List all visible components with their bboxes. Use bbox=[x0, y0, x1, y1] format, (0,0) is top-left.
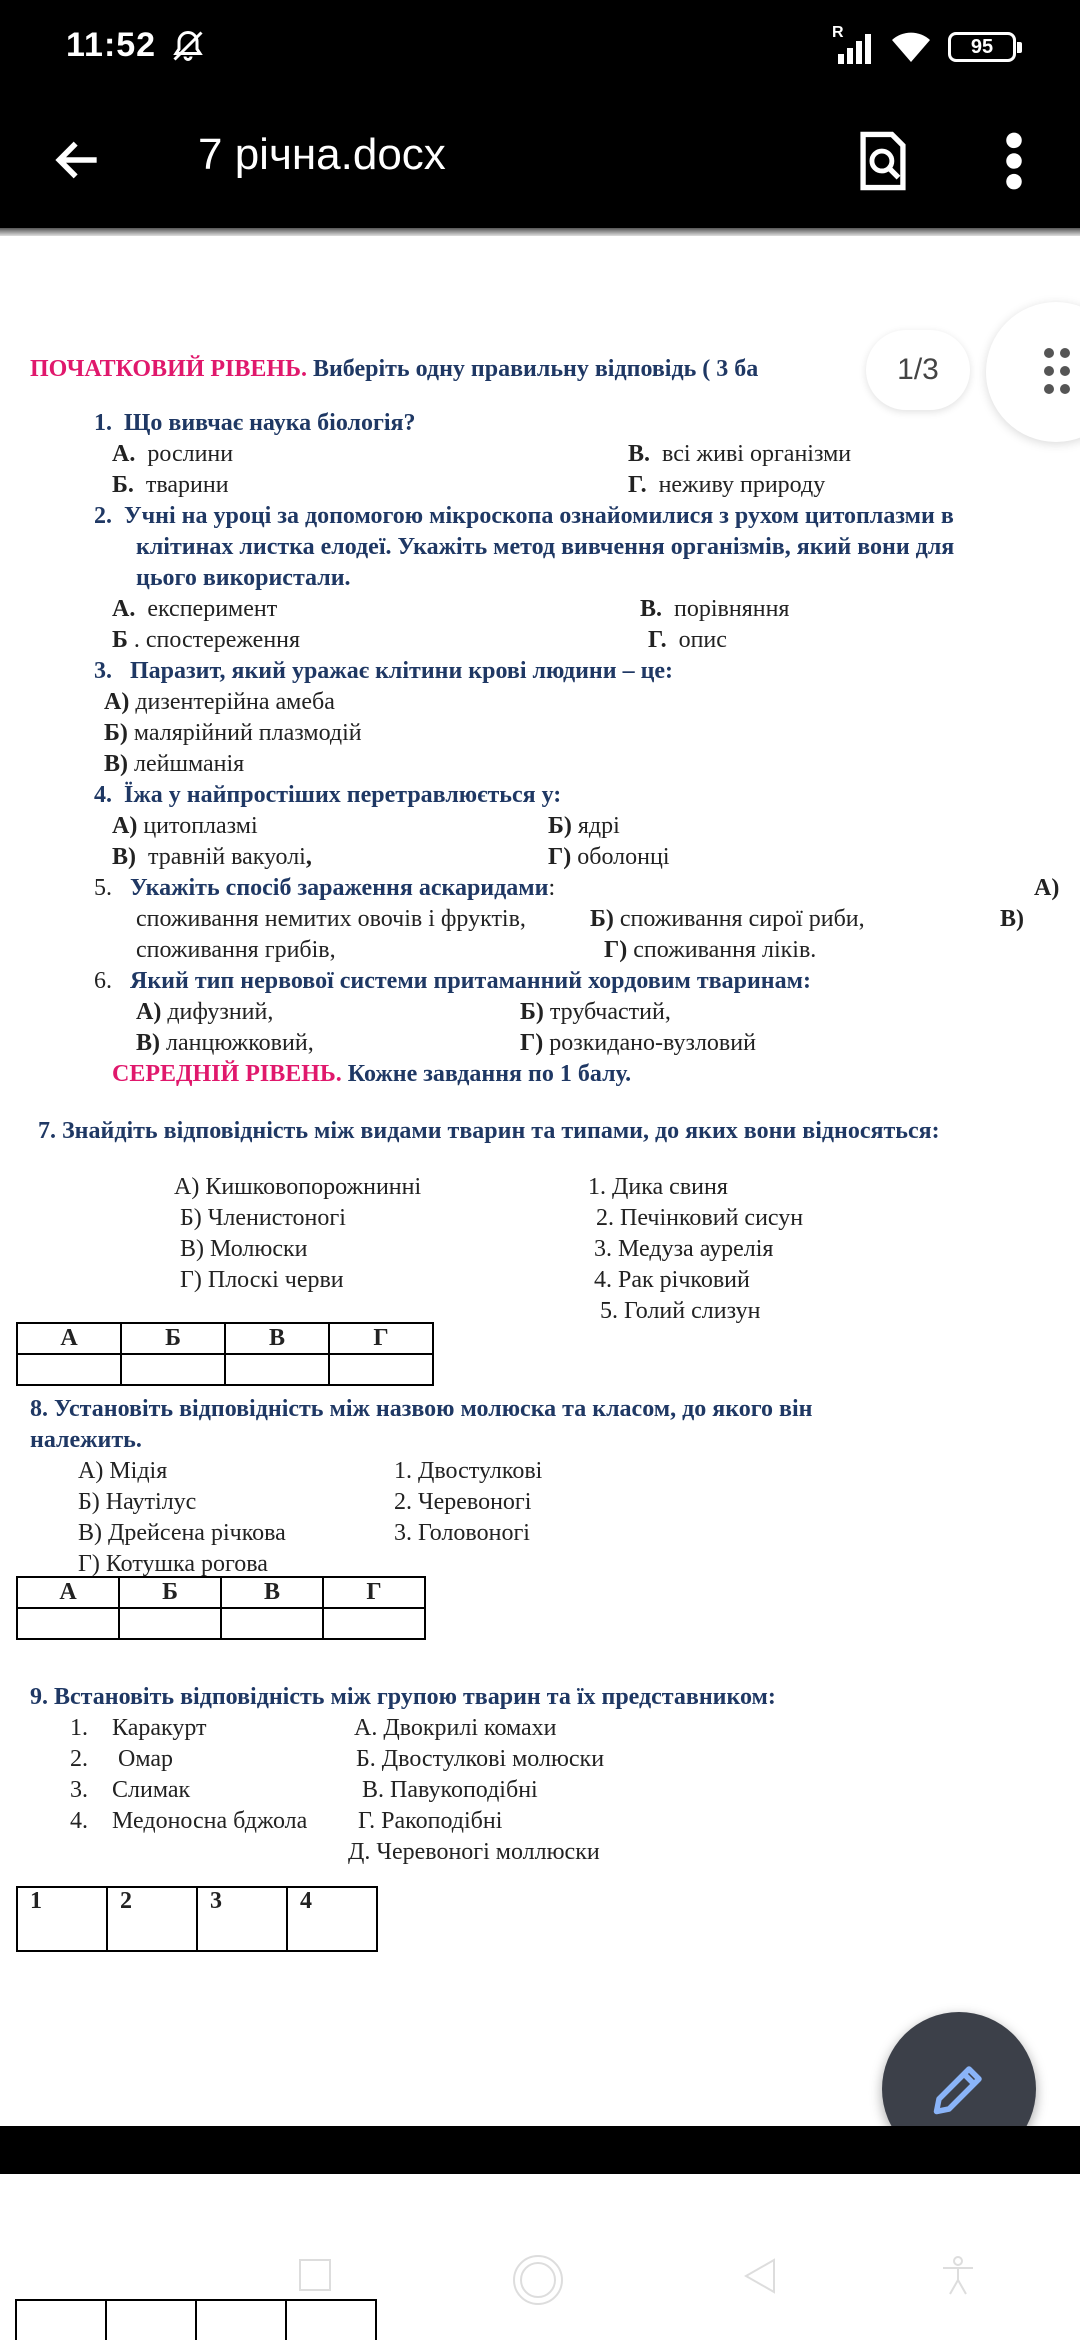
table-header: В bbox=[225, 1323, 329, 1354]
comma: , bbox=[305, 844, 312, 870]
answer-b bbox=[520, 997, 671, 1027]
option-letter: В) bbox=[136, 1030, 160, 1056]
pencil-icon bbox=[929, 2059, 989, 2119]
option-text: . спостереження bbox=[133, 627, 301, 653]
option-letter: Г) bbox=[604, 937, 628, 963]
mid-level-line bbox=[112, 1059, 631, 1089]
option-text: дизентерійна амеба bbox=[135, 689, 335, 715]
intro-line bbox=[30, 354, 758, 384]
q7-left-1: А) Кишковопорожнинні bbox=[174, 1174, 422, 1200]
answer-b bbox=[104, 718, 362, 748]
table-header: 4 bbox=[287, 1887, 377, 1951]
roaming-label: R bbox=[832, 24, 844, 41]
colon: : bbox=[548, 875, 556, 901]
document-page bbox=[0, 236, 1080, 2126]
battery-icon: 95 bbox=[948, 32, 1016, 62]
table-header: 3 bbox=[197, 1887, 287, 1951]
q7-right-2: 2. Печінковий сисун bbox=[596, 1205, 804, 1231]
question-text: Паразит, який уражає клітини крові людини – це: bbox=[130, 658, 674, 684]
answer-a: споживання немитих овочів і фруктів, bbox=[136, 906, 526, 932]
option-letter: В) bbox=[112, 844, 136, 870]
item-text: Слимак bbox=[112, 1777, 191, 1803]
question-text: Що вивчає наука біологія? bbox=[124, 410, 416, 436]
q8-left-3: В) Дрейсена річкова bbox=[78, 1520, 286, 1546]
question-number: 6. bbox=[94, 968, 112, 994]
question-1 bbox=[94, 408, 416, 438]
item-number: 4. bbox=[70, 1808, 88, 1834]
option-text: цитоплазмі bbox=[143, 813, 258, 839]
table-header: В bbox=[221, 1577, 323, 1608]
question-4 bbox=[94, 780, 561, 810]
option-text: лейшманія bbox=[134, 751, 245, 777]
answer-cell[interactable] bbox=[221, 1608, 323, 1639]
option-letter: Г) bbox=[548, 844, 572, 870]
q9-right-3: В. Павукоподібні bbox=[362, 1777, 538, 1803]
option-letter: Б) bbox=[520, 999, 544, 1025]
q8-right-1: 1. Двостулкові bbox=[394, 1458, 543, 1484]
answer-g bbox=[548, 842, 670, 872]
q7-answer-table bbox=[16, 1322, 434, 1386]
q9-right-2: Б. Двостулкові молюски bbox=[356, 1746, 605, 1772]
answer-v bbox=[136, 1028, 314, 1058]
question-text: Який тип нервової системи притаманний хордовим тваринам: bbox=[130, 968, 811, 994]
option-text: порівняння bbox=[674, 596, 790, 622]
answer-b bbox=[112, 625, 300, 655]
q8-right-2: 2. Черевоногі bbox=[394, 1489, 532, 1515]
q7-left-3: В) Молюски bbox=[180, 1236, 308, 1262]
answer-cell[interactable] bbox=[17, 1608, 119, 1639]
answer-b bbox=[112, 470, 229, 500]
question-6 bbox=[94, 966, 811, 996]
item-text: Каракурт bbox=[112, 1715, 207, 1741]
item-number: 3. bbox=[70, 1777, 88, 1803]
question-2 bbox=[94, 501, 954, 531]
question-5 bbox=[94, 873, 555, 903]
document-title: 7 річна.docx bbox=[198, 130, 446, 179]
question-number: 4. bbox=[94, 782, 112, 808]
more-vert-icon[interactable] bbox=[996, 130, 1032, 192]
question-2-line-2: клітинах листка елодеї. Укажіть метод вивчення організмів, який вони для bbox=[136, 534, 955, 560]
q7-right-1: 1. Дика свиня bbox=[588, 1174, 728, 1200]
q7-right-4: 4. Рак річковий bbox=[594, 1267, 750, 1293]
item-number: 2. bbox=[70, 1746, 88, 1772]
partial-table-outline bbox=[0, 2298, 380, 2340]
option-text: споживання ліків. bbox=[633, 937, 817, 963]
answer-v: споживання грибів, bbox=[136, 937, 336, 963]
q9-left-3 bbox=[70, 1775, 191, 1805]
option-text: дифузний, bbox=[167, 999, 274, 1025]
option-text: опис bbox=[678, 627, 727, 653]
option-letter: Г) bbox=[520, 1030, 544, 1056]
q7-left-4: Г) Плоскі черви bbox=[180, 1267, 344, 1293]
option-letter: Б. bbox=[112, 472, 134, 498]
question-7: 7. Знайдіть відповідність між видами тварин та типами, до яких вони відносяться: bbox=[38, 1118, 940, 1144]
q7-right-5: 5. Голий слизун bbox=[600, 1298, 761, 1324]
accessibility-icon[interactable] bbox=[940, 2256, 976, 2296]
recents-icon[interactable] bbox=[298, 2258, 332, 2292]
status-time: 11:52 bbox=[66, 26, 157, 64]
answer-a bbox=[112, 811, 258, 841]
answer-a bbox=[104, 687, 335, 717]
option-letter: Б) bbox=[590, 906, 614, 932]
option-letter: А. bbox=[112, 441, 136, 467]
option-text: трубчастий, bbox=[549, 999, 671, 1025]
answer-cell[interactable] bbox=[329, 1354, 433, 1385]
level-label: СЕРЕДНІЙ РІВЕНЬ. bbox=[112, 1061, 342, 1087]
question-number: 1. bbox=[94, 410, 112, 436]
question-2-line-3: цього використали. bbox=[136, 565, 351, 591]
option-letter: Г. bbox=[628, 472, 647, 498]
status-bar bbox=[0, 0, 1080, 100]
item-number: 1. bbox=[70, 1715, 88, 1741]
option-text: травній вакуолі bbox=[148, 844, 306, 870]
q9-answer-table bbox=[16, 1886, 378, 1952]
option-letter: В) bbox=[104, 751, 128, 777]
option-text: всі живі організми bbox=[662, 441, 852, 467]
instruction-text: Кожне завдання по 1 балу. bbox=[347, 1061, 632, 1087]
question-number: 3. bbox=[94, 658, 112, 684]
answer-v-letter: В) bbox=[1000, 906, 1024, 932]
answer-v bbox=[628, 439, 851, 469]
option-text: експеримент bbox=[147, 596, 278, 622]
option-letter: А) bbox=[104, 689, 130, 715]
option-text: неживу природу bbox=[658, 472, 826, 498]
instruction-text: Виберіть одну правильну відповідь ( 3 ба bbox=[312, 356, 759, 382]
table-header: Г bbox=[323, 1577, 425, 1608]
item-text: Омар bbox=[112, 1746, 174, 1772]
option-letter: В. bbox=[628, 441, 651, 467]
table-header: 1 bbox=[17, 1887, 107, 1951]
option-letter: Б) bbox=[548, 813, 572, 839]
q7-left-2: Б) Членистоногі bbox=[180, 1205, 346, 1231]
option-text: ланцюжковий, bbox=[166, 1030, 314, 1056]
option-text: рослини bbox=[147, 441, 234, 467]
signal-icon bbox=[836, 32, 876, 64]
drag-handle-icon bbox=[1042, 346, 1072, 396]
option-letter: А) bbox=[112, 813, 138, 839]
appbar-divider bbox=[0, 228, 1080, 236]
answer-cell[interactable] bbox=[121, 1354, 225, 1385]
item-text: Медоносна бджола bbox=[112, 1808, 308, 1834]
question-9: 9. Встановіть відповідність між групою тварин та їх представником: bbox=[30, 1684, 776, 1710]
home-icon[interactable] bbox=[512, 2254, 564, 2306]
navigation-bar bbox=[0, 2174, 1080, 2340]
q9-right-1: А. Двокрилі комахи bbox=[354, 1715, 557, 1741]
q8-answer-table bbox=[16, 1576, 426, 1640]
option-letter: А) bbox=[136, 999, 162, 1025]
answer-cell[interactable] bbox=[225, 1354, 329, 1385]
q9-right-4: Г. Ракоподібні bbox=[358, 1808, 503, 1834]
answer-v bbox=[640, 594, 789, 624]
answer-cell[interactable] bbox=[119, 1608, 221, 1639]
option-letter: Г. bbox=[648, 627, 667, 653]
option-letter: Б) bbox=[104, 720, 128, 746]
option-text: тварини bbox=[145, 472, 229, 498]
app-bar bbox=[0, 100, 1080, 230]
q9-left-4 bbox=[70, 1806, 308, 1836]
option-text: оболонці bbox=[577, 844, 670, 870]
answer-a-letter: А) bbox=[1034, 875, 1060, 901]
search-in-document-icon[interactable] bbox=[856, 130, 910, 192]
q8-left-2: Б) Наутілус bbox=[78, 1489, 197, 1515]
back-arrow-icon[interactable] bbox=[50, 132, 106, 188]
answer-b bbox=[590, 904, 865, 934]
q8-right-3: 3. Головоногі bbox=[394, 1520, 530, 1546]
page-indicator: 1/3 bbox=[866, 330, 970, 410]
table-header: Г bbox=[329, 1323, 433, 1354]
question-3 bbox=[94, 656, 673, 686]
question-number: 2. bbox=[94, 503, 112, 529]
answer-v bbox=[104, 749, 244, 779]
answer-cell[interactable] bbox=[17, 1354, 121, 1385]
q9-left-1 bbox=[70, 1713, 207, 1743]
option-text: розкидано-вузловий bbox=[549, 1030, 756, 1056]
option-letter: В. bbox=[640, 596, 663, 622]
bottom-bar bbox=[0, 2126, 1080, 2174]
back-nav-icon[interactable] bbox=[744, 2258, 776, 2294]
question-text: Учні на уроці за допомогою мікроскопа ознайомилися з рухом цитоплазми в bbox=[124, 503, 954, 529]
table-header: Б bbox=[119, 1577, 221, 1608]
wifi-icon bbox=[890, 30, 932, 64]
table-header: А bbox=[17, 1577, 119, 1608]
answer-a bbox=[136, 997, 273, 1027]
option-letter: Б bbox=[112, 627, 128, 653]
answer-a bbox=[112, 594, 277, 624]
level-label: ПОЧАТКОВИЙ РІВЕНЬ. bbox=[30, 356, 307, 382]
question-8-line-2: належить. bbox=[30, 1427, 142, 1453]
table-header: А bbox=[17, 1323, 121, 1354]
q8-left-1: А) Мідія bbox=[78, 1458, 168, 1484]
answer-v bbox=[112, 842, 312, 872]
option-text: ядрі bbox=[577, 813, 620, 839]
option-text: малярійний плазмодій bbox=[133, 720, 362, 746]
answer-b bbox=[548, 811, 620, 841]
answer-cell[interactable] bbox=[323, 1608, 425, 1639]
bell-off-icon bbox=[170, 28, 206, 64]
table-header: 2 bbox=[107, 1887, 197, 1951]
option-text: споживання сирої риби, bbox=[619, 906, 865, 932]
question-text: Укажіть спосіб зараження аскаридами bbox=[130, 875, 549, 901]
q7-right-3: 3. Медуза аурелія bbox=[594, 1236, 774, 1262]
question-8: 8. Установіть відповідність між назвою молюска та класом, до якого він bbox=[30, 1396, 813, 1422]
answer-g bbox=[628, 470, 825, 500]
answer-g bbox=[520, 1028, 756, 1058]
question-number: 5. bbox=[94, 875, 112, 901]
answer-g bbox=[604, 935, 816, 965]
table-header: Б bbox=[121, 1323, 225, 1354]
question-text: Їжа у найпростіших перетравлюється у: bbox=[124, 782, 562, 808]
answer-g bbox=[648, 625, 727, 655]
option-letter: А. bbox=[112, 596, 136, 622]
q9-left-2 bbox=[70, 1744, 174, 1774]
q8-left-4: Г) Котушка рогова bbox=[78, 1551, 268, 1577]
q9-right-5: Д. Черевоногі моллюски bbox=[348, 1839, 600, 1865]
answer-a bbox=[112, 439, 233, 469]
